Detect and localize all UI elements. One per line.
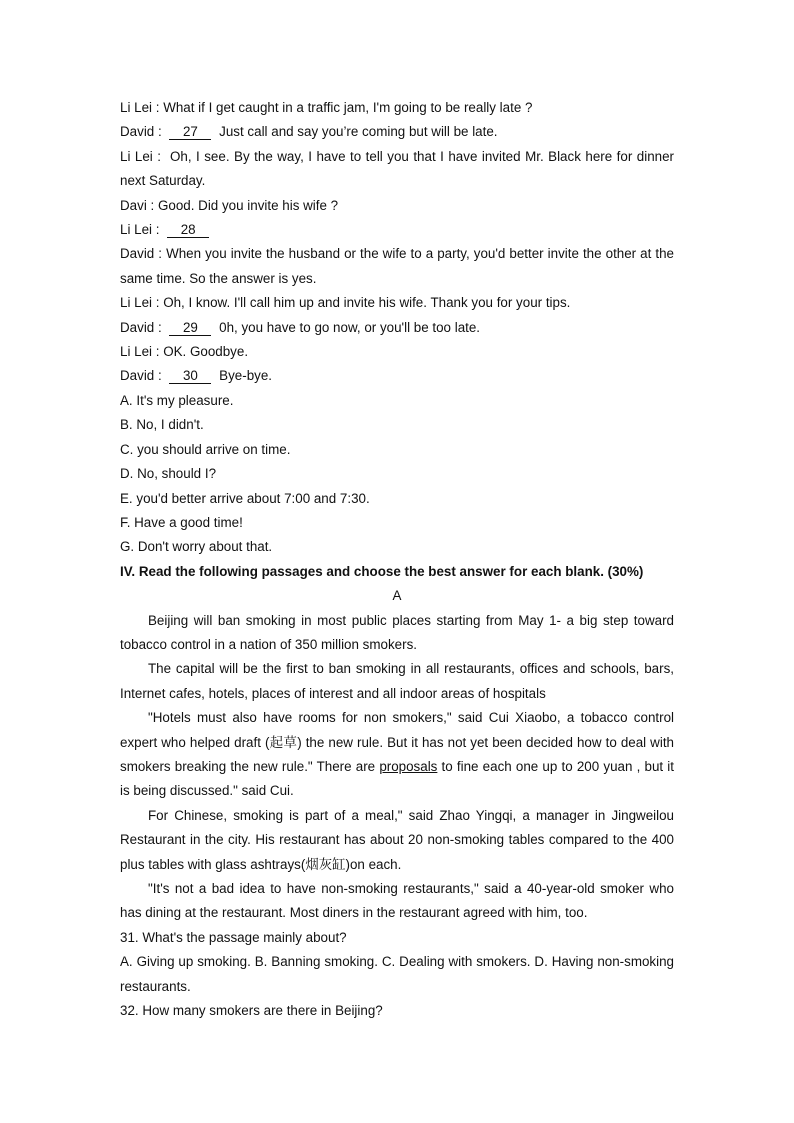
line-text: Just call and say you’re coming but will be late. (219, 124, 498, 140)
line-text: Bye-bye. (219, 368, 272, 384)
question-stem: 31. What's the passage mainly about? (120, 929, 347, 945)
speaker: Li Lei (120, 100, 153, 115)
line-text: What if I get caught in a traffic jam, I'm going to be really late ? (163, 100, 533, 115)
passage-paragraph (120, 706, 674, 804)
speaker: David (120, 368, 155, 384)
speaker: Li Lei (120, 222, 153, 238)
speaker: Davi (120, 197, 147, 213)
section-heading: IV. Read the following passages and choose the best answer for each blank. (30%) (120, 563, 644, 579)
line-text: Good. Did you invite his wife ? (157, 197, 339, 213)
dialogue-line: David : 30 Bye-bye. (120, 368, 272, 384)
line-text: OK. Goodbye. (163, 344, 249, 360)
dialogue-line: David : 29 0h, you have to go now, or you'll be too late. (120, 319, 481, 335)
line-text: 0h, you have to go now, or you'll be too late. (219, 319, 481, 335)
speaker: Li Lei (120, 148, 153, 164)
dialogue-line: Li Lei : Oh, I see. By the way, I have to tell you that I have invited Mr. Black here for dinner next Saturday. (120, 148, 674, 189)
line-text: Oh, I see. By the way, I have to tell you that I have invited Mr. Black here for dinner next Saturday. (120, 148, 674, 189)
speaker: David (120, 124, 155, 140)
question-choices: A. Giving up smoking. B. Banning smoking. C. Dealing with smokers. D. Having non-smoking restaurants. (120, 954, 674, 994)
option-item: D. No, should I? (120, 466, 217, 482)
speaker: David (120, 246, 155, 262)
speaker: David (120, 319, 155, 335)
option-item: C. you should arrive on time. (120, 441, 291, 457)
answer-blank[interactable]: 30 (169, 368, 211, 384)
line-text: When you invite the husband or the wife to a party, you'd better invite the other at the same time. So the answer is yes. (120, 246, 675, 286)
paragraph-text: to fine each one up to 200 yuan , but it is being discussed." said Cui. (120, 758, 674, 799)
option-item: B. No, I didn't. (120, 417, 204, 433)
dialogue-line: Li Lei : OK. Goodbye. (120, 344, 249, 360)
option-item: E. you'd better arrive about 7:00 and 7:30. (120, 490, 370, 506)
answer-blank[interactable]: 27 (169, 124, 211, 140)
option-item: G. Don't worry about that. (120, 539, 273, 555)
passage-label: A (392, 588, 402, 604)
passage-paragraph: Beijing will ban smoking in most public places starting from May 1- a big step toward tobacco control in a nation of 350 million smokers. (120, 612, 674, 652)
option-item: A. It's my pleasure. (120, 392, 234, 408)
dialogue-line: Li Lei : What if I get caught in a traffic jam, I'm going to be really late ? (120, 100, 533, 115)
dialogue-line: David : 27 Just call and say you’re coming but will be late. (120, 124, 498, 140)
speaker: Li Lei (120, 295, 153, 311)
dialogue-line: David : When you invite the husband or the wife to a party, you'd better invite the other at the same time. So the answer is yes. (120, 246, 675, 286)
answer-blank[interactable]: 29 (169, 320, 211, 336)
worksheet-page (120, 96, 674, 1023)
passage-paragraph: The capital will be the first to ban smoking in all restaurants, offices and schools, bars, Internet cafes, hotels, places of interest and all indoor areas of hospitals (120, 661, 674, 701)
option-item: F. Have a good time! (120, 514, 243, 530)
passage-paragraph: For Chinese, smoking is part of a meal," said Zhao Yingqi, a manager in Jingweilou Restaurant in the city. His restaurant has about 20 non-smoking tables compared to the 400 plus tables with glass ashtrays(烟灰缸)on each. (120, 807, 674, 872)
dialogue-line: Li Lei : 28 (120, 218, 674, 242)
dialogue-line: Davi : Good. Did you invite his wife ? (120, 197, 339, 213)
answer-blank[interactable]: 28 (167, 222, 209, 238)
question-stem: 32. How many smokers are there in Beijing? (120, 1003, 383, 1019)
dialogue-line: Li Lei : Oh, I know. I'll call him up and invite his wife. Thank you for your tips. (120, 295, 571, 311)
paragraph-text: "Hotels must also have rooms for non smokers," said Cui Xiaobo, a tobacco control expert who helped draft (起草) the new rule. But it has not yet been decided how to deal with smokers breaking the new rule." There are (120, 710, 674, 774)
passage-paragraph: "It's not a bad idea to have non-smoking restaurants," said a 40-year-old smoker who has dining at the restaurant. Most diners in the restaurant agreed with him, too. (120, 881, 674, 921)
speaker: Li Lei (120, 344, 153, 360)
line-text: Oh, I know. I'll call him up and invite his wife. Thank you for your tips. (163, 295, 571, 311)
underlined-word: proposals (379, 758, 438, 774)
